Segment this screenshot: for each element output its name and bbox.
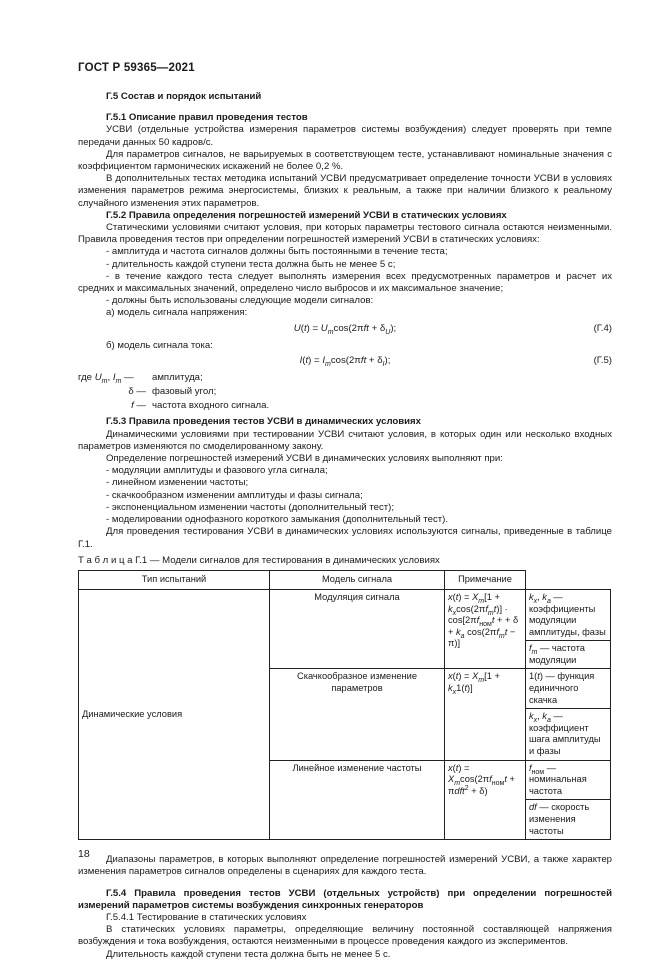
model-cell: $x(t) = X_m\cos(2\pi f_{ном}t + \pi dft^2 + \delta)$: [445, 760, 526, 840]
paragraph: Длительность каждой ступени теста должна быть не менее 5 с.: [106, 948, 391, 960]
column-header: Модель сигнала: [270, 570, 445, 589]
group-cell: Динамические условия: [79, 589, 270, 839]
section-g54-title: Г.5.4 Правила проведения тестов УСВИ (отдельных устройств) при определении погрешностей измерений параметров системы возбуждения синхронных генераторов: [78, 887, 612, 911]
paragraph: Для параметров сигналов, не варьируемых в соответствующем тесте, устанавливают номинальные значения с коэффициентом гармонических искажений не более 0,2 %.: [78, 148, 612, 173]
type-cell: Линейное изменение частоты: [270, 760, 445, 840]
equation-number: (Г.4): [593, 322, 612, 334]
paragraph: В дополнительных тестах методика испытаний УСВИ предусматривает определение точности УСВИ в условиях изменения параметров режима энергосистемы, близких к реальным, а также при наличии близкого к реальному случайного изменения этих параметров.: [78, 173, 612, 209]
model-cell: $x(t) = X_m[1 + k_x1(t)]$: [445, 669, 526, 760]
type-cell: Модуляция сигнала: [270, 589, 445, 669]
page-number: 18: [78, 848, 90, 860]
model-cell: $x(t) = X_m[1 + k_x\cos(2\pi f_mt)] \cdot \cos[2\pi f_{ном}t$ + + $\delta + k_a$ $\cos(2\pi f_mt - \pi)$]: [445, 589, 526, 669]
note-line: $f_{ном}$ — номинальная частота: [526, 761, 610, 801]
model-a-label: а) модель сигнала напряжения:: [106, 307, 248, 319]
current-formula: $I(t) = I_m\cos(2\pi ft + \delta_I)$;: [299, 354, 391, 368]
list-item: - экспоненциальном изменении частоты (дополнительный тест);: [106, 501, 394, 513]
note-cell: $f_m$ — частота модуляции: [525, 641, 610, 669]
table-caption-label: Т а б л и ц а: [78, 554, 133, 566]
subsection-title: Г.5.4.1 Тестирование в статических условиях: [106, 912, 307, 923]
note-cell: [525, 760, 610, 840]
section-g53-title: Г.5.3 Правила проведения тестов УСВИ в динамических условиях: [106, 416, 421, 428]
section-g52-title: Г.5.2 Правила определения погрешностей измерений УСВИ в статических условиях: [106, 209, 507, 221]
standard-header: ГОСТ Р 59365—2021: [78, 62, 195, 74]
note-cell: $k_x$, $k_a$ — коэффициент шага амплитуды и фазы: [525, 709, 610, 760]
list-item: - амплитуда и частота сигналов должны быть постоянными в течение теста;: [106, 246, 448, 258]
model-b-label: б) модель сигнала тока:: [106, 339, 213, 351]
paragraph: В статических условиях параметры, определяющие величину постоянной составляющей напряжения возбуждения и тока возбуждения, остаются неизменными в процессе проведения каждого из экспериментов.: [78, 924, 612, 948]
paragraph: Для проведения тестирования УСВИ в динамических условиях используются сигналы, приведенные в таблице Г.1.: [78, 526, 612, 550]
section-g51-title: Г.5.1 Описание правил проведения тестов: [106, 112, 308, 124]
list-item: - длительность каждой ступени теста должна быть не менее 5 с;: [106, 258, 396, 270]
note-cell: $k_x$, $k_a$ — коэффициенты модуляции амплитуды, фазы: [525, 589, 610, 640]
legend-amplitude: амплитуда;: [152, 371, 203, 383]
list-item: - скачкообразном изменении амплитуды и фазы сигнала;: [106, 489, 363, 501]
note-line: df — скорость изменения частоты: [528, 802, 590, 836]
note-cell: 1(t) — функция единичного скачка: [525, 669, 610, 709]
list-item: - линейном изменении частоты;: [106, 477, 249, 489]
equation-g4: [78, 323, 612, 338]
equation-g5: [78, 355, 612, 370]
column-header: Примечание: [445, 570, 526, 589]
type-cell: Скачкообразное изменение параметров: [270, 669, 445, 760]
symbol-legend: где $U_m$, $I_m$ — амплитуда; δ — фазовый угол; f — частота входного сигнала.: [78, 371, 270, 412]
table-header-row: [79, 570, 611, 589]
list-item: - должны быть использованы следующие модели сигналов:: [106, 295, 374, 307]
paragraph: Определение погрешностей измерений УСВИ в динамических условиях выполняют при:: [106, 453, 503, 465]
list-item: - модуляции амплитуды и фазового угла сигнала;: [106, 465, 328, 477]
paragraph: Статическими условиями считают условия, при которых параметры тестового сигнала остаются неизменными. Правила проведения тестов при определении погрешностей измерений УСВИ в статических условиях:: [78, 222, 612, 246]
equation-number: (Г.5): [593, 354, 612, 366]
paragraph: УСВИ (отдельные устройства измерения параметров системы возбуждения) следует проверять при темпе передачи данных 50 кадров/с.: [78, 124, 612, 148]
list-item: - в течение каждого теста следует выполнять измерения всех предусмотренных параметров и расчет их средних и максимальных значений, определено число выбросов и их максимальное значение;: [78, 270, 612, 295]
legend-frequency: частота входного сигнала.: [152, 400, 270, 412]
main-content: [78, 91, 612, 961]
voltage-formula: $U(t) = U_m\cos(2\pi ft + \delta_U)$;: [293, 322, 397, 336]
table-row: [79, 589, 611, 640]
column-header: Тип испытаний: [79, 570, 270, 589]
signal-models-table: [78, 570, 611, 840]
where-label: где: [78, 371, 93, 383]
table-caption: Т а б л и ц а Г.1 — Модели сигналов для тестирования в динамических условиях: [78, 554, 440, 566]
list-item: - моделировании однофазного короткого замыкания (дополнительный тест).: [106, 514, 449, 526]
legend-phase: фазовый угол;: [152, 386, 217, 398]
section-g5-title: Г.5 Состав и порядок испытаний: [106, 91, 262, 102]
paragraph: Динамическими условиями при тестировании УСВИ считают условия, в которых один или несколько входных параметров изменяются по смоделированному закону.: [78, 428, 612, 452]
paragraph: Диапазоны параметров, в которых выполняют определение погрешностей измерений УСВИ, а также характер изменения параметров сигналов определены в сценариях для каждого теста.: [78, 854, 612, 878]
